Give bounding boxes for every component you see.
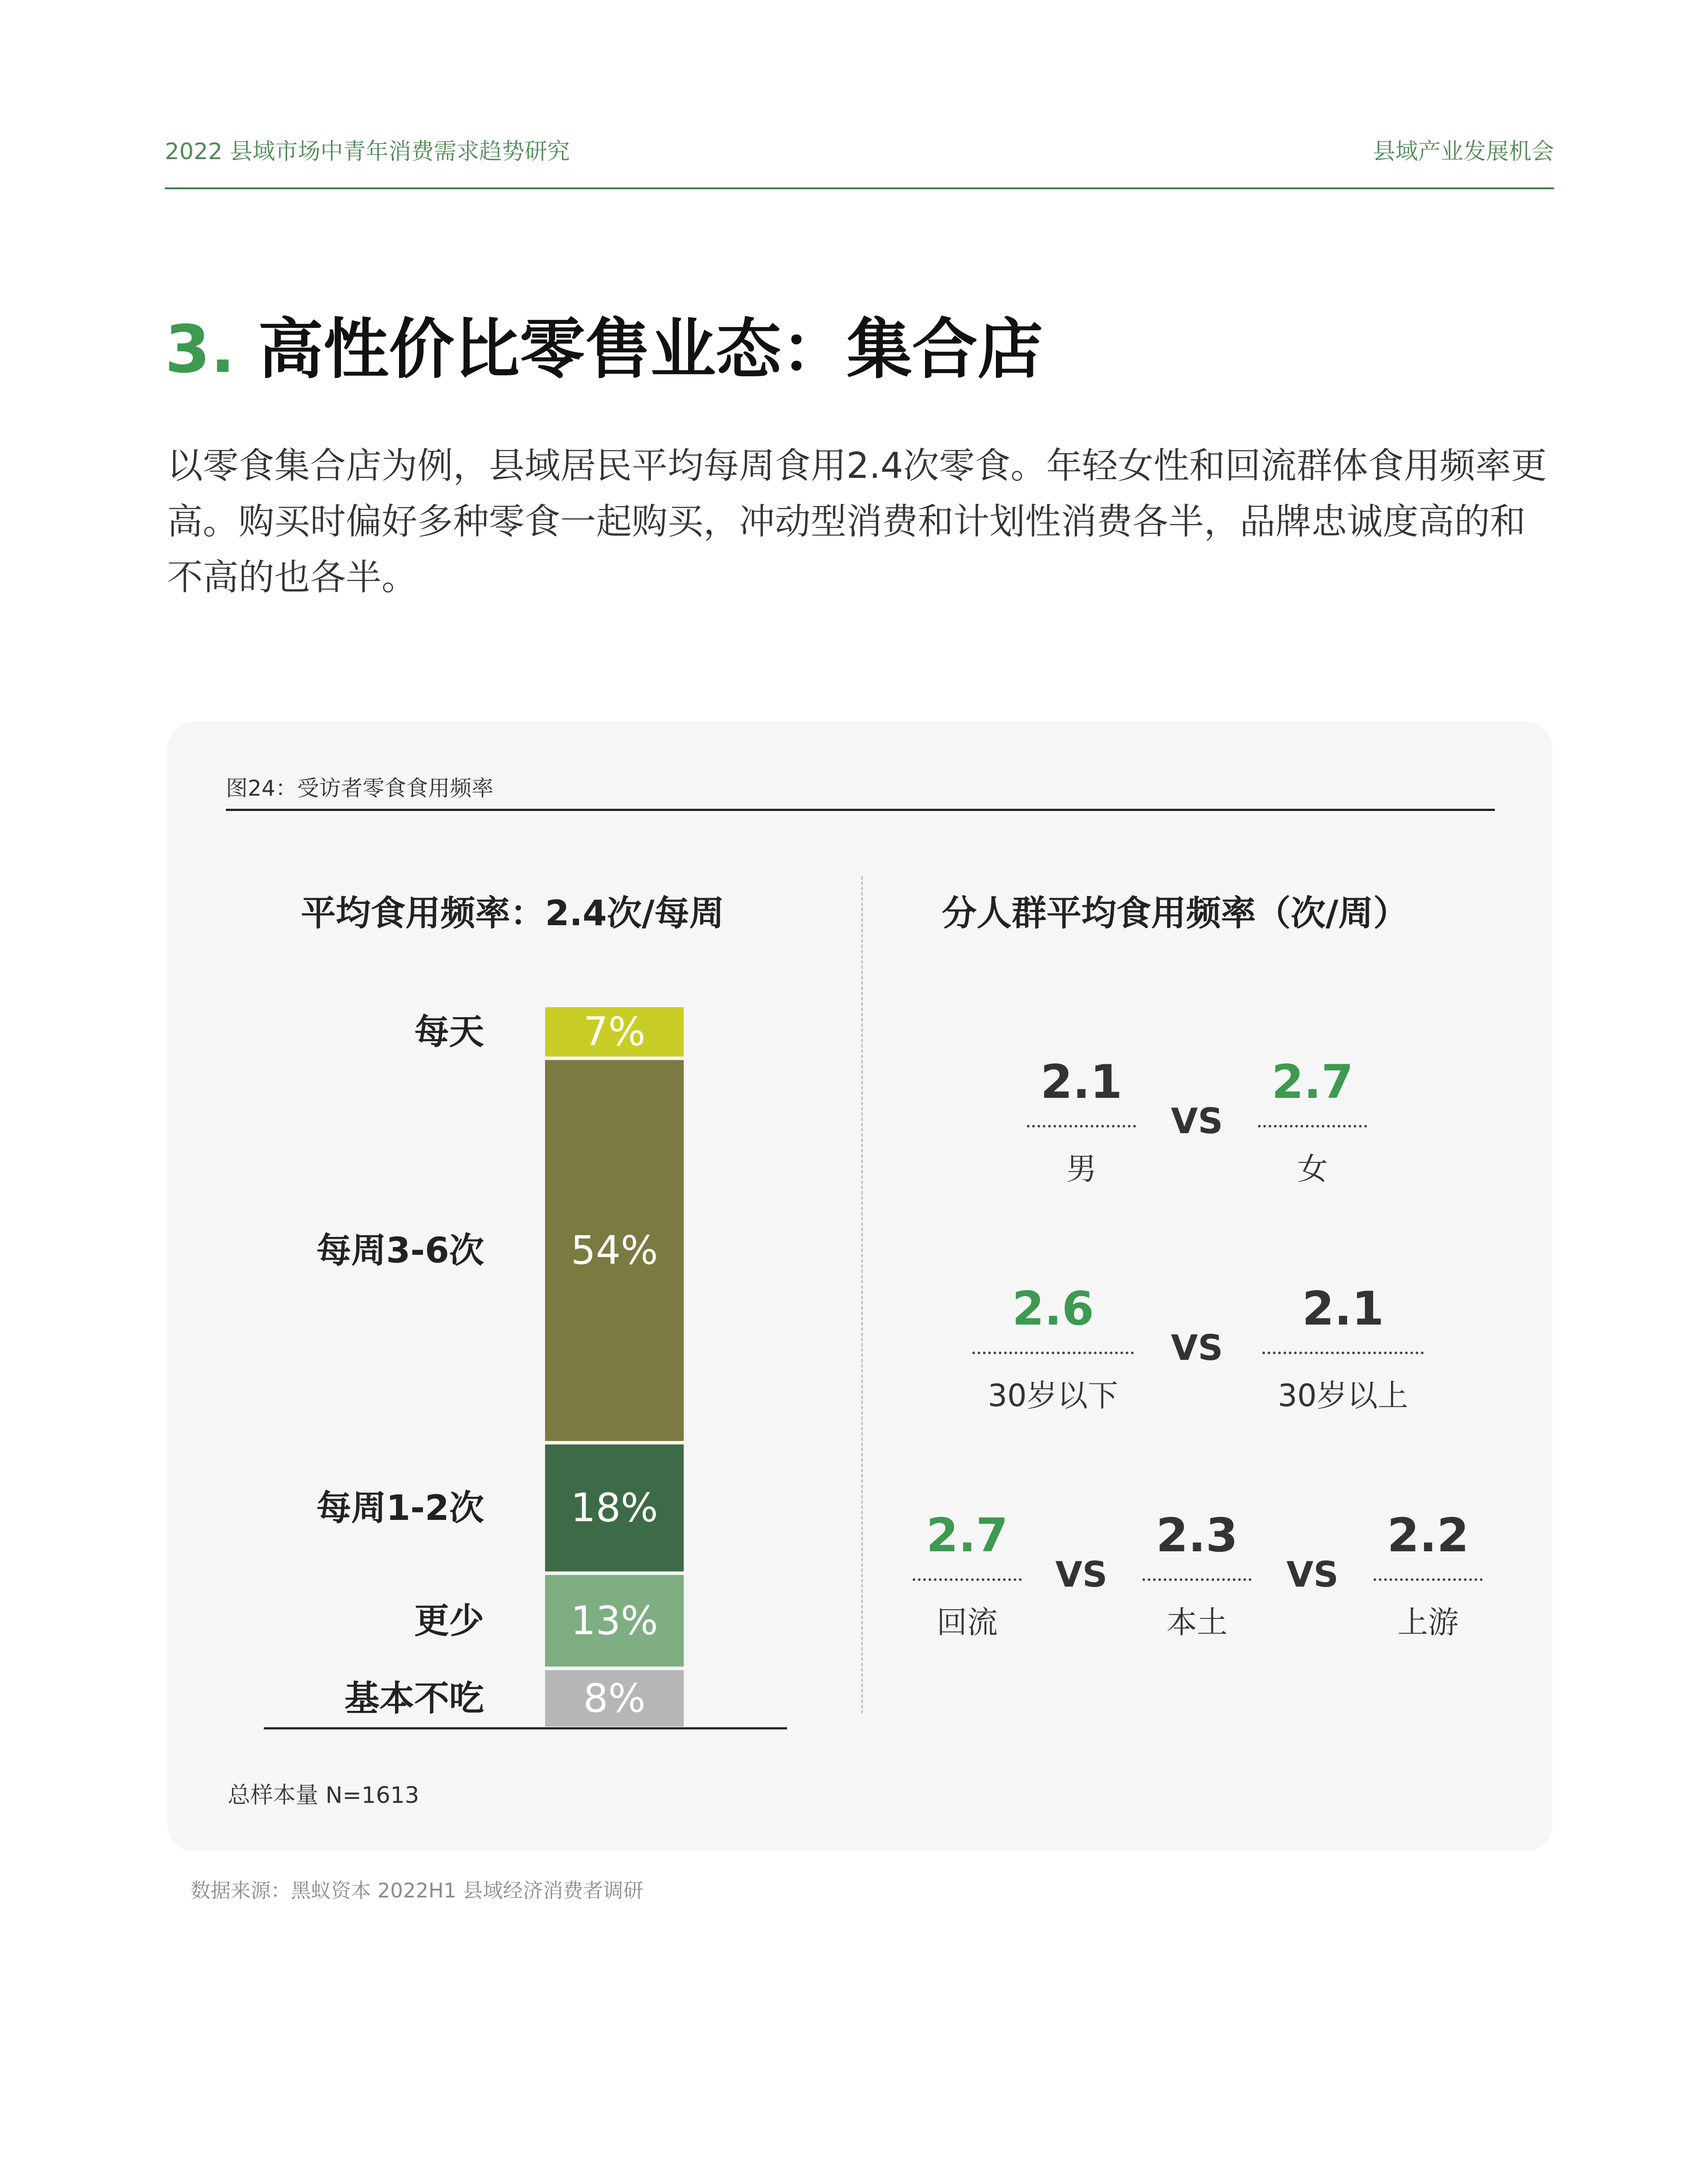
comparison-label: 女 xyxy=(1297,1151,1328,1187)
sample-size-note: 总样本量 N=1613 xyxy=(228,1782,419,1809)
header-section-title: 县域产业发展机会 xyxy=(1372,139,1554,165)
vs-separator: VS xyxy=(1286,1554,1339,1595)
comparison-value: 2.2 xyxy=(1387,1509,1469,1562)
comparison-label: 男 xyxy=(1066,1151,1097,1187)
comparison-value: 2.6 xyxy=(1012,1282,1094,1335)
comparison-value: 2.7 xyxy=(926,1509,1008,1562)
figure-label: 图24：受访者零食食用频率 xyxy=(226,776,494,801)
header-report-title: 2022 县域市场中青年消费需求趋势研究 xyxy=(165,139,570,165)
category-label-4: 基本不吃 xyxy=(344,1678,484,1719)
comparison-value: 2.3 xyxy=(1156,1509,1238,1562)
bar-segment-label-1: 54% xyxy=(570,1227,658,1274)
panel-divider xyxy=(861,876,863,1713)
category-label-2: 每周1-2次 xyxy=(316,1488,484,1529)
stacked-bar-title: 平均食用频率：2.4次/每周 xyxy=(301,893,724,933)
bar-segment-label-4: 8% xyxy=(583,1675,646,1721)
comparison-title: 分人群平均食用频率（次/周） xyxy=(942,893,1408,933)
vs-separator: VS xyxy=(1171,1328,1223,1368)
comparison-underline xyxy=(913,1578,1022,1581)
comparison-label: 本土 xyxy=(1166,1604,1227,1640)
title-number: 3. xyxy=(165,312,235,388)
comparison-value: 2.7 xyxy=(1272,1055,1353,1109)
intro-paragraph: 以零食集合店为例，县域居民平均每周食用2.4次零食。年轻女性和回流群体食用频率更高。购买时偏好多种零食一起购买，冲动型消费和计划性消费各半，品牌忠诚度高的和不高的也各半。 xyxy=(167,445,1547,598)
stacked-bar-chart xyxy=(244,994,811,1735)
comparison-label: 30岁以上 xyxy=(1278,1378,1408,1414)
comparison-value: 2.1 xyxy=(1302,1282,1384,1335)
vs-separator: VS xyxy=(1171,1101,1223,1141)
category-label-0: 每天 xyxy=(414,1012,484,1053)
vs-separator: VS xyxy=(1055,1554,1108,1595)
comparison-underline xyxy=(1027,1125,1136,1127)
comparison-value: 2.1 xyxy=(1040,1055,1122,1109)
figure-rule xyxy=(226,809,1495,811)
bar-segment-label-2: 18% xyxy=(570,1485,658,1531)
title-text: 高性价比零售业态：集合店 xyxy=(235,312,1043,388)
category-label-1: 每周3-6次 xyxy=(316,1230,484,1271)
bar-segment-label-3: 13% xyxy=(570,1598,658,1644)
comparison-label: 上游 xyxy=(1398,1604,1459,1640)
data-source: 数据来源：黑蚁资本 2022H1 县域经济消费者调研 xyxy=(191,1879,644,1902)
header-divider xyxy=(165,187,1554,189)
comparison-underline xyxy=(1262,1352,1424,1354)
comparison-underline xyxy=(1258,1125,1367,1127)
page-title xyxy=(165,296,1043,391)
comparison-underline xyxy=(972,1352,1134,1354)
comparison-label: 回流 xyxy=(937,1604,998,1640)
category-label-3: 更少 xyxy=(414,1600,484,1641)
comparison-underline xyxy=(1374,1578,1483,1581)
comparison-label: 30岁以下 xyxy=(988,1378,1118,1414)
comparison-underline xyxy=(1142,1578,1251,1581)
bar-segment-label-0: 7% xyxy=(583,1009,646,1055)
